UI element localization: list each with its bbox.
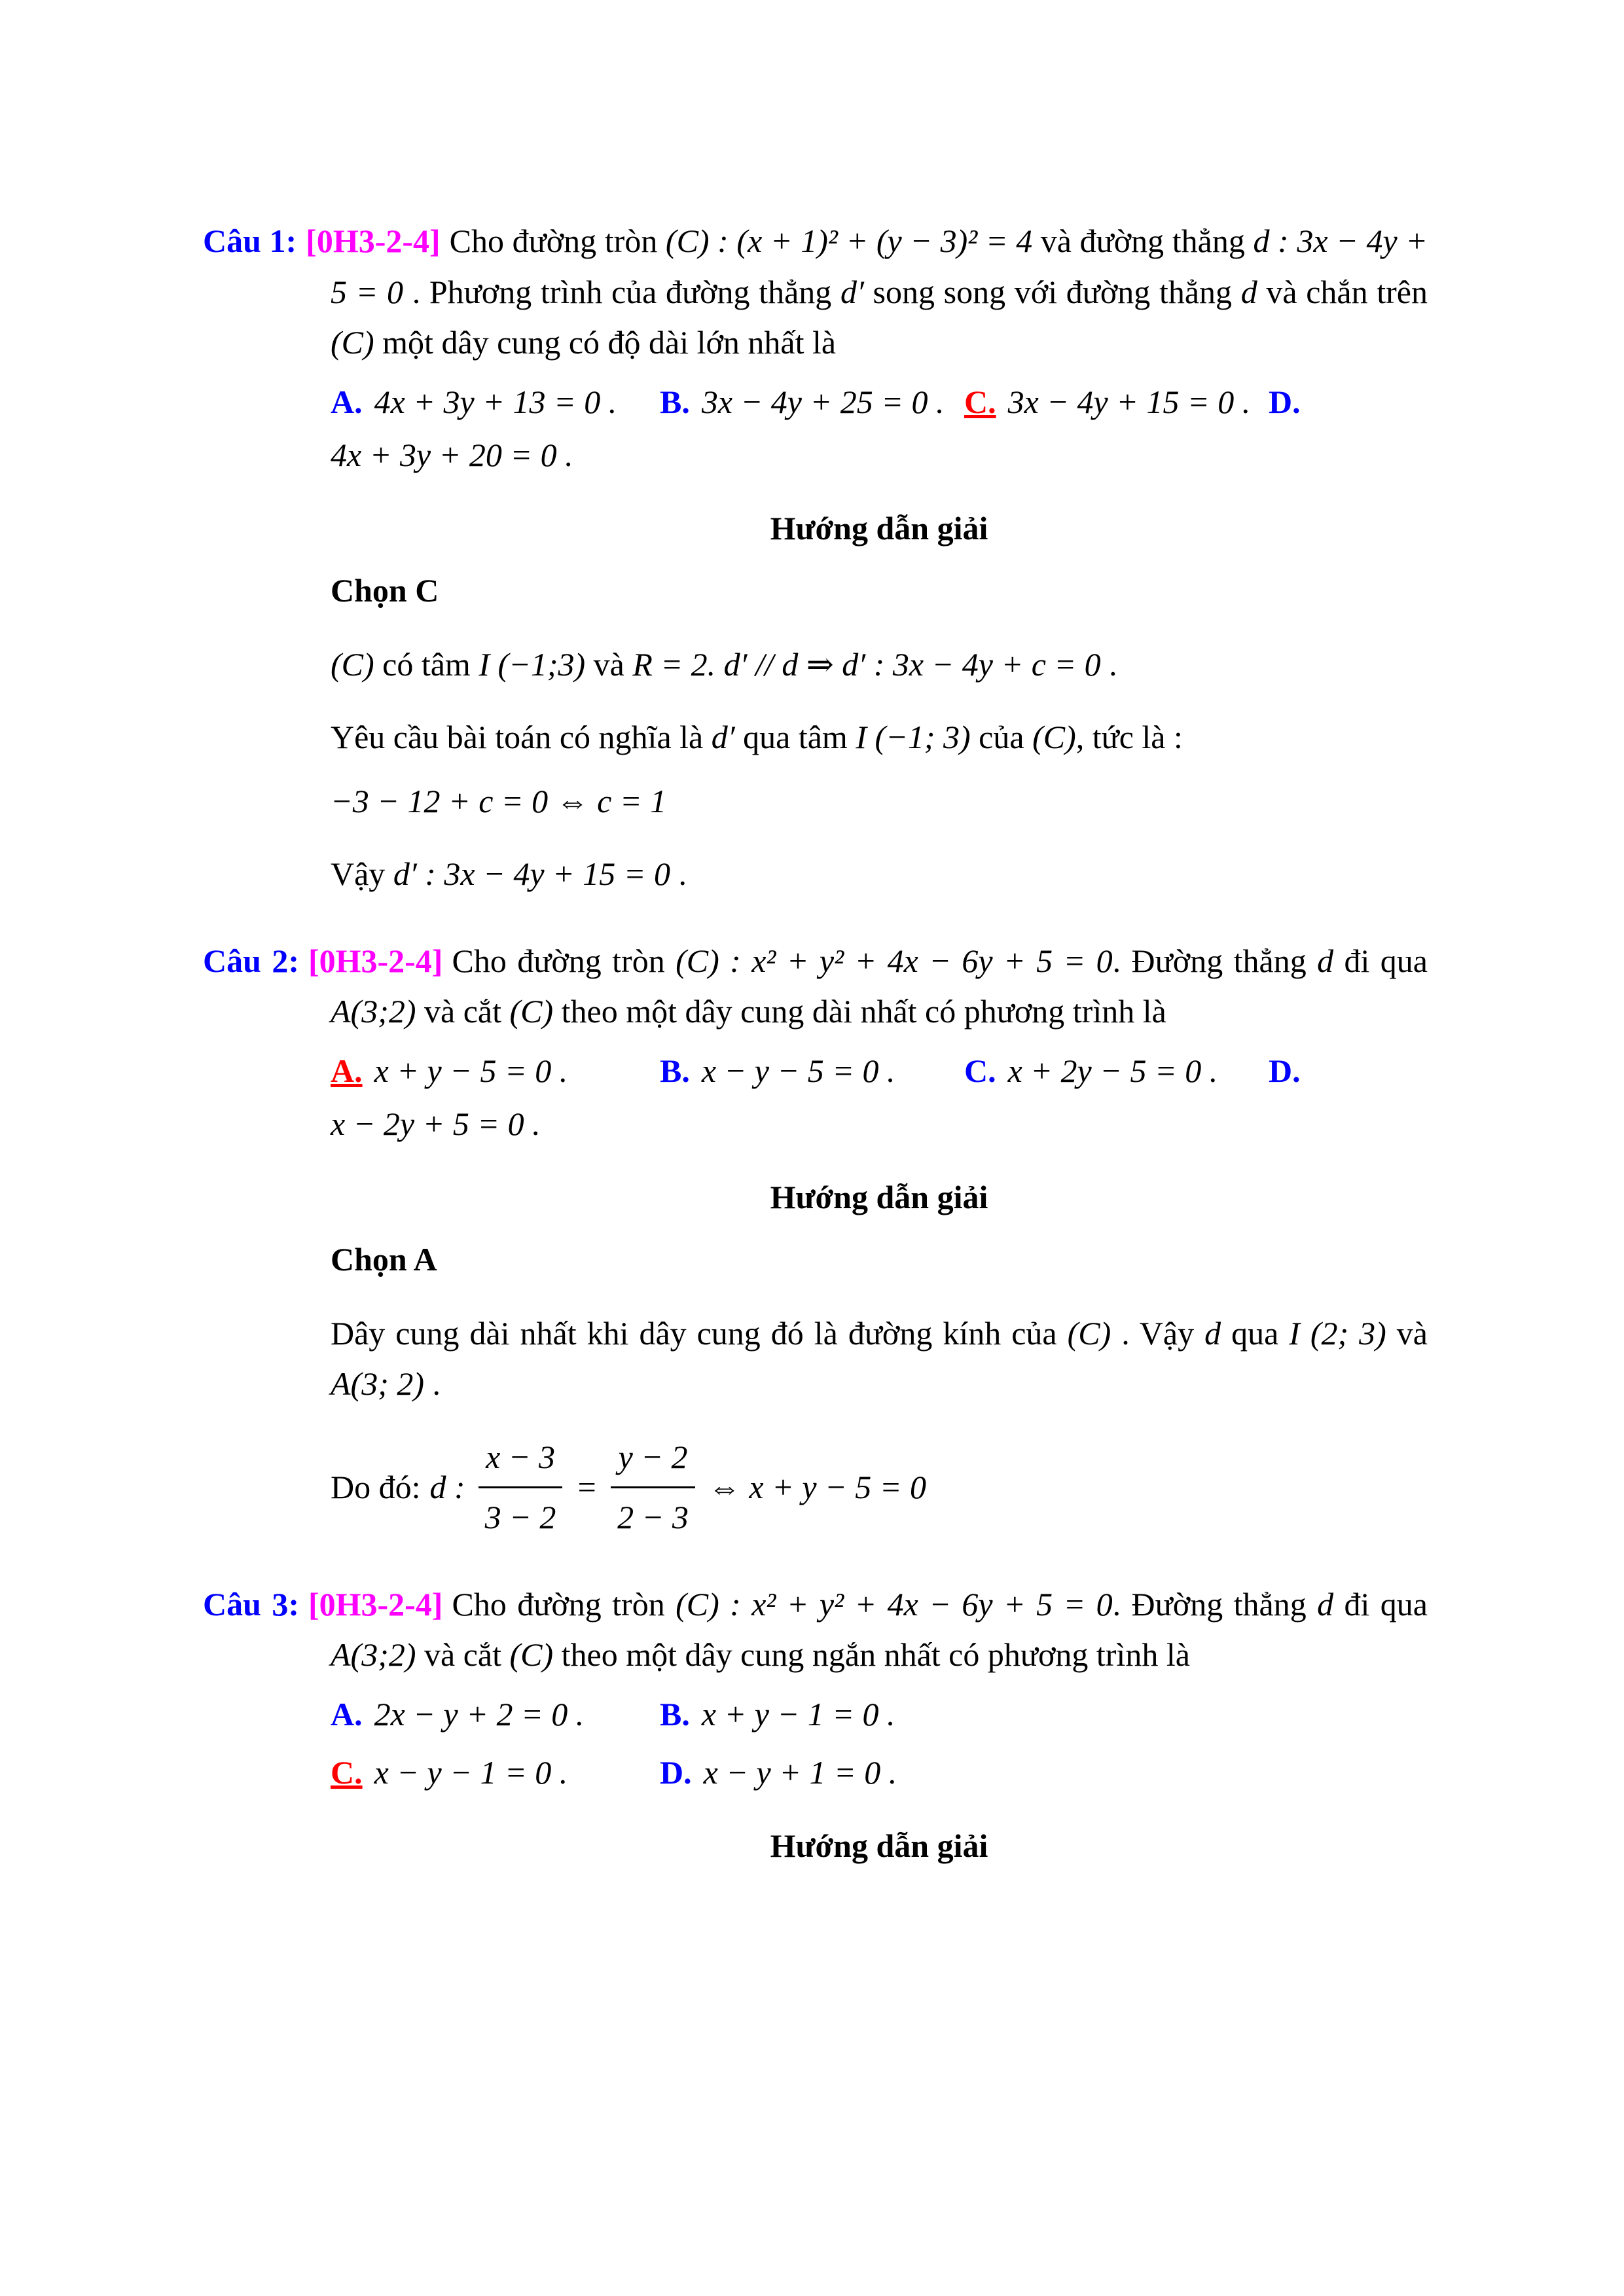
option-d-text: x − y + 1 = 0 . — [703, 1753, 897, 1791]
option-c-letter: C. — [964, 383, 996, 420]
option-b-letter: B. — [660, 383, 690, 420]
option-a-text: x + y − 5 = 0 . — [374, 1052, 568, 1089]
option-b — [660, 378, 964, 427]
option-d-letter: D. — [1269, 1052, 1301, 1089]
question-1-label: Câu 1: — [203, 223, 297, 259]
option-a — [331, 378, 660, 427]
question-2-tag: [0H3-2-4] — [308, 942, 443, 979]
question-1-body: Cho đường tròn (C) : (x + 1)² + (y − 3)² = 4 và đường thẳng d : 3x − 4y + 5 = 0 . Phương trình của đường thẳng d′ song song với đường thẳng d và chắn trên (C) một dây cung có độ dài lớn nhất là — [331, 223, 1428, 361]
fraction-1-denominator: 3 − 2 — [484, 1499, 556, 1535]
question-1-tag: [0H3-2-4] — [306, 223, 441, 259]
option-c-text: x − y − 1 = 0 . — [374, 1753, 568, 1791]
equals-sign: = — [575, 1468, 598, 1505]
fraction-2 — [611, 1432, 695, 1543]
option-d-letter: D. — [660, 1753, 692, 1791]
question-2-body: Cho đường tròn (C) : x² + y² + 4x − 6y + 5 = 0. Đường thẳng d đi qua A(3;2) và cắt (C) theo một dây cung dài nhất có phương trình là — [331, 942, 1428, 1030]
question-1-text — [203, 216, 1428, 368]
option-a — [331, 1690, 660, 1739]
question-1-options — [331, 378, 1428, 427]
option-b-text: 3x − 4y + 25 = 0 . — [701, 383, 945, 420]
chosen-answer: Chọn A — [331, 1240, 437, 1278]
option-c-text: 3x − 4y + 15 = 0 . — [1007, 383, 1251, 420]
option-d — [1269, 1047, 1312, 1096]
solution-heading: Hướng dẫn giải — [770, 1827, 988, 1864]
solution-line: (C) có tâm I (−1;3) và R = 2. d′ // d ⇒ d′ : 3x − 4y + c = 0 . — [331, 645, 1117, 683]
question-3-body: Cho đường tròn (C) : x² + y² + 4x − 6y + 5 = 0. Đường thẳng d đi qua A(3;2) và cắt (C) theo một dây cung ngắn nhất có phương trình là — [331, 1585, 1428, 1673]
question-2-options — [331, 1047, 1428, 1096]
question-3-text — [203, 1579, 1428, 1681]
option-d-text: 4x + 3y + 20 = 0 . — [331, 436, 573, 473]
fraction-1 — [478, 1432, 563, 1543]
option-c — [964, 1047, 1269, 1096]
option-b-letter: B. — [660, 1052, 690, 1089]
solution-line: Vậy d′ : 3x − 4y + 15 = 0 . — [331, 855, 687, 892]
question-3-label: Câu 3: — [203, 1585, 299, 1623]
question-2 — [203, 936, 1428, 1543]
option-a — [331, 1047, 660, 1096]
chosen-answer: Chọn C — [331, 571, 439, 609]
option-b-text: x + y − 1 = 0 . — [701, 1695, 895, 1732]
question-2-label: Câu 2: — [203, 942, 299, 979]
option-d — [1269, 378, 1312, 427]
question-3-tag: [0H3-2-4] — [308, 1585, 443, 1623]
option-d — [660, 1748, 897, 1797]
option-a-text: 2x − y + 2 = 0 . — [374, 1695, 585, 1732]
option-a-letter: A. — [331, 383, 363, 420]
option-b-letter: B. — [660, 1695, 690, 1732]
option-d-text: x − 2y + 5 = 0 . — [331, 1105, 541, 1142]
solution-heading: Hướng dẫn giải — [770, 509, 988, 547]
option-b — [660, 1047, 964, 1096]
solution-line-fraction — [331, 1432, 1428, 1543]
question-2-text — [203, 936, 1428, 1037]
option-b — [660, 1690, 895, 1739]
fraction-1-numerator: x − 3 — [478, 1432, 563, 1489]
option-c-letter: C. — [964, 1052, 996, 1089]
option-c — [964, 378, 1269, 427]
option-a-text: 4x + 3y + 13 = 0 . — [374, 383, 617, 420]
question-1 — [203, 216, 1428, 900]
question-3-options-row-1 — [331, 1690, 1428, 1739]
fraction-line-prefix: Do đó: — [331, 1468, 421, 1505]
solution-heading: Hướng dẫn giải — [770, 1178, 988, 1215]
option-a-letter: A. — [331, 1695, 363, 1732]
fraction-2-denominator: 2 − 3 — [617, 1499, 689, 1535]
option-d-letter: D. — [1269, 383, 1301, 420]
option-a-letter: A. — [331, 1052, 363, 1089]
question-3-options-row-2 — [331, 1748, 1428, 1797]
option-c-text: x + 2y − 5 = 0 . — [1007, 1052, 1218, 1089]
question-3 — [203, 1579, 1428, 1867]
solution-line: Yêu cầu bài toán có nghĩa là d′ qua tâm I (−1; 3) của (C), tức là : — [331, 719, 1183, 755]
fraction-line-d: d : — [429, 1468, 465, 1505]
solution-line: Dây cung dài nhất khi dây cung đó là đường kính của (C) . Vậy d qua I (2; 3) và A(3; 2) . — [331, 1314, 1428, 1402]
option-c-letter: C. — [331, 1753, 363, 1791]
fraction-2-numerator: y − 2 — [611, 1432, 695, 1489]
solution-line: −3 − 12 + c = 0 ⇔ c = 1 — [331, 782, 667, 819]
option-c — [331, 1748, 660, 1797]
fraction-line-result: ⇔ x + y − 5 = 0 — [708, 1468, 927, 1505]
option-b-text: x − y − 5 = 0 . — [701, 1052, 895, 1089]
